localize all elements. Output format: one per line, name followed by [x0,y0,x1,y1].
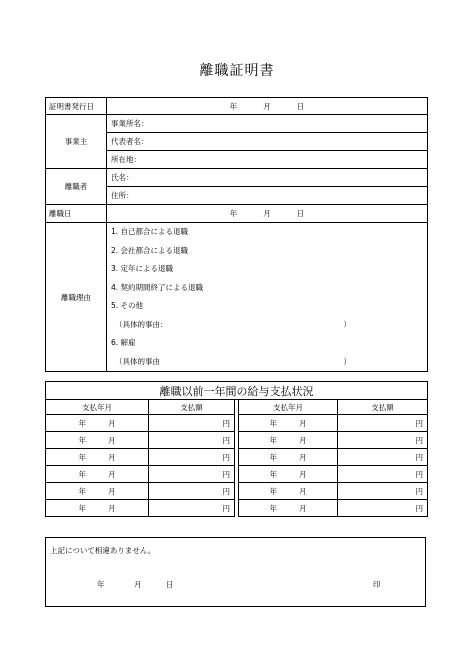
pay-amount-cell[interactable] [149,415,235,432]
year-unit: 年 [269,452,277,462]
leave-date-field[interactable] [107,205,428,223]
leave-date-label: 離職日 [46,205,107,223]
retiree-name-field[interactable]: 氏名： [107,169,428,187]
confirm-year-unit: 年 [97,580,105,589]
employer-label: 事業主 [46,115,107,169]
month-unit: 月 [108,452,116,462]
month-unit: 月 [299,469,307,479]
pay-month-cell[interactable] [46,500,149,517]
issue-date-field[interactable] [107,98,428,115]
salary-payment-table [45,381,428,517]
month-unit: 月 [299,486,307,496]
pay-amount-cell[interactable] [338,483,428,500]
pay-amount-cell[interactable] [338,466,428,483]
pay-month-cell[interactable] [239,415,338,432]
confirm-month-unit: 月 [134,580,142,589]
leave-month-unit: 月 [263,209,271,218]
confirm-day-unit: 日 [166,580,174,589]
yen-unit: 円 [222,486,230,496]
retiree-address-field[interactable]: 住所： [107,187,428,205]
leave-day-unit: 日 [296,209,305,218]
confirmation-box [45,537,426,607]
other-detail-label: （具体的事由： [115,319,168,329]
pay-month-cell[interactable] [46,449,149,466]
other-detail-line[interactable] [107,316,427,335]
yen-unit: 円 [222,452,230,462]
reason-self[interactable]: 1. 自己都合による退職 [111,227,189,236]
yen-unit: 円 [415,435,423,445]
pay-month-cell[interactable] [46,483,149,500]
year-unit: 年 [78,503,86,513]
pay-amount-cell[interactable] [149,466,235,483]
year-unit: 年 [269,486,277,496]
col-pay-amount: 支払額 [149,400,235,415]
dismissal-detail-label: （具体的事由 [115,356,160,366]
pay-amount-cell[interactable] [338,415,428,432]
reason-other[interactable]: 5. その他 [111,301,144,310]
reason-options [107,223,428,372]
dismissal-detail-close: ） [343,356,351,366]
year-unit: 年 [78,469,86,479]
pay-month-cell[interactable] [46,466,149,483]
col-pay-month: 支払年月 [239,400,338,415]
col-pay-amount: 支払額 [338,400,428,415]
year-unit: 年 [78,418,86,428]
address-field[interactable]: 所在地： [107,151,428,169]
reason-retirement-age[interactable]: 3. 定年による退職 [111,264,174,273]
month-unit: 月 [299,503,307,513]
pay-amount-cell[interactable] [149,483,235,500]
pay-month-cell[interactable] [46,432,149,449]
pay-month-cell[interactable] [239,483,338,500]
employer-name-field[interactable]: 事業所名： [107,115,428,133]
yen-unit: 円 [415,503,423,513]
month-unit: 月 [108,503,116,513]
col-pay-month: 支払年月 [46,400,149,415]
yen-unit: 円 [222,469,230,479]
yen-unit: 円 [415,452,423,462]
pay-month-cell[interactable] [239,466,338,483]
year-unit: 年 [269,435,277,445]
pay-amount-cell[interactable] [338,500,428,517]
issue-date-label: 証明書発行日 [46,98,107,115]
other-detail-close: ） [343,319,351,329]
confirmation-text: 上記について相違ありません。 [50,546,156,555]
yen-unit: 円 [415,486,423,496]
certificate-table [45,97,428,372]
issue-year-unit: 年 [229,101,238,111]
issue-month-unit: 月 [263,101,271,111]
pay-amount-cell[interactable] [338,449,428,466]
yen-unit: 円 [415,469,423,479]
year-unit: 年 [269,418,277,428]
year-unit: 年 [78,435,86,445]
month-unit: 月 [108,486,116,496]
pay-amount-cell[interactable] [149,432,235,449]
month-unit: 月 [299,418,307,428]
pay-month-cell[interactable] [239,449,338,466]
pay-amount-cell[interactable] [149,449,235,466]
representative-field[interactable]: 代表者名： [107,133,428,151]
reason-contract-end[interactable]: 4. 契約期間終了による退職 [111,282,204,292]
dismissal-detail-line[interactable] [107,353,427,372]
year-unit: 年 [78,486,86,496]
month-unit: 月 [108,469,116,479]
leave-year-unit: 年 [229,209,238,218]
month-unit: 月 [299,452,307,462]
pay-month-cell[interactable] [239,500,338,517]
yen-unit: 円 [222,503,230,513]
month-unit: 月 [299,435,307,445]
yen-unit: 円 [222,435,230,445]
reason-label: 離職理由 [46,223,107,372]
salary-table-caption: 離職以前一年間の給与支払状況 [46,382,428,400]
reason-company[interactable]: 2. 会社都合による退職 [111,245,189,255]
pay-amount-cell[interactable] [338,432,428,449]
seal-mark[interactable]: 印 [373,580,381,589]
retiree-label: 離職者 [46,169,107,205]
pay-month-cell[interactable] [46,415,149,432]
year-unit: 年 [269,469,277,479]
pay-month-cell[interactable] [239,432,338,449]
issue-day-unit: 日 [296,101,305,111]
year-unit: 年 [78,452,86,462]
pay-amount-cell[interactable] [149,500,235,517]
year-unit: 年 [269,503,277,513]
document-title: 離職証明書 [199,63,275,79]
yen-unit: 円 [222,418,230,428]
month-unit: 月 [108,435,116,445]
month-unit: 月 [108,418,116,428]
yen-unit: 円 [415,418,423,428]
reason-dismissal[interactable]: 6. 解雇 [111,338,136,347]
